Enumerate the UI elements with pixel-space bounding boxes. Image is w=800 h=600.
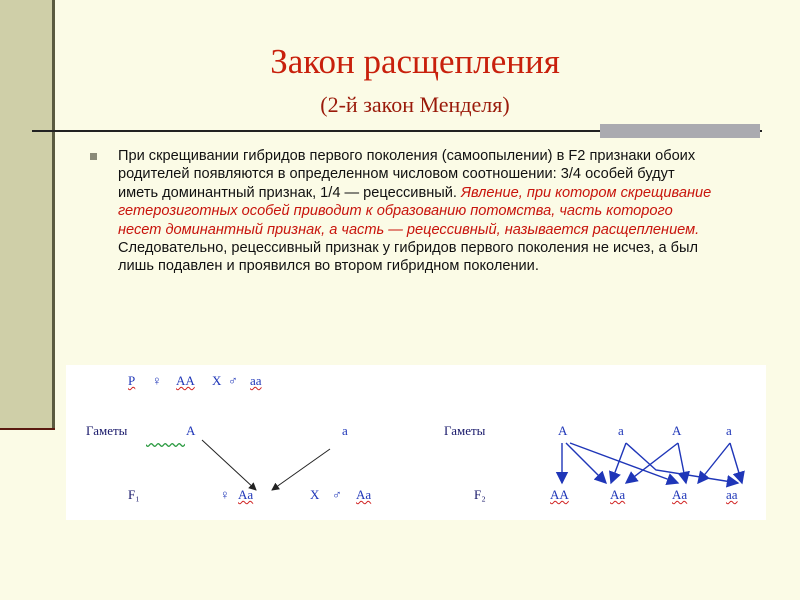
arrow-f2-9 <box>730 443 742 483</box>
gamete-right-a1: a <box>618 423 624 438</box>
gamete-right-a2: a <box>726 423 732 438</box>
divider-accent-block <box>600 124 760 138</box>
body-text-part2: Следовательно, рецессивный признак у гибридов первого поколения не исчез, а был лишь подавлен и проявился во втором гибридном поколении. <box>118 240 699 275</box>
f2-genotype-AA: AA <box>550 487 569 502</box>
parent1-genotype: AA <box>176 373 195 388</box>
f1-female-symbol: ♀ <box>220 487 230 502</box>
cross-symbol: X <box>212 373 222 388</box>
f1-male-symbol: ♂ <box>332 487 342 502</box>
body-text-part1: При скрещивании гибридов первого поколения (самоопылении) в F2 признаки обоих родителей появляются в определенном числовом соотношении: 3/4 особей будут иметь доминантный признак, 1/4 — рецессивный. <box>118 148 696 201</box>
gamete-right-A2: A <box>672 423 682 438</box>
gamete-left-a: a <box>342 423 348 438</box>
parents-label: P <box>128 373 136 388</box>
gamete-right-A1: A <box>558 423 568 438</box>
f1-genotype2: Aa <box>356 487 372 502</box>
slide-subtitle: (2-й закон Менделя) <box>320 92 510 117</box>
gametes-label-left: Гаметы <box>86 423 128 438</box>
f2-label: F₂ <box>474 487 486 502</box>
parent2-genotype: aa <box>250 373 262 388</box>
definition-text: Явление, при котором скрещивание гетерозиготных особей приводит к образованию потомства, часть которого несет доминантный признак, а часть — рецессивный, называется расщеплением. <box>118 184 712 238</box>
gamete-left-A: A <box>186 423 196 438</box>
side-bar-bottom-line <box>0 428 55 430</box>
f1-genotype1: Aa <box>238 487 254 502</box>
f2-genotype-Aa-1: Aa <box>610 487 626 502</box>
side-bar-edge <box>52 0 55 430</box>
female-symbol: ♀ <box>152 373 162 388</box>
f2-genotype-aa: aa <box>726 487 738 502</box>
gametes-label-right: Гаметы <box>444 423 486 438</box>
bullet-icon <box>90 153 97 160</box>
decorative-side-bar <box>0 0 52 430</box>
gamete-underline-left <box>146 429 185 445</box>
body-paragraph <box>118 147 718 276</box>
f1-label: F₁ <box>128 487 140 502</box>
arrow-f2-6 <box>626 443 678 483</box>
slide-title: Закон расщепления <box>270 42 560 81</box>
arrow-gamete-A-to-F1 <box>202 440 256 490</box>
crossing-diagram <box>66 365 766 520</box>
f2-genotype-Aa-2: Aa <box>672 487 688 502</box>
male-symbol: ♂ <box>228 373 238 388</box>
arrow-f2-7 <box>678 443 686 483</box>
arrow-f2-8 <box>698 443 730 483</box>
arrow-gamete-a-to-F1 <box>272 449 330 490</box>
f1-cross-symbol: X <box>310 487 320 502</box>
